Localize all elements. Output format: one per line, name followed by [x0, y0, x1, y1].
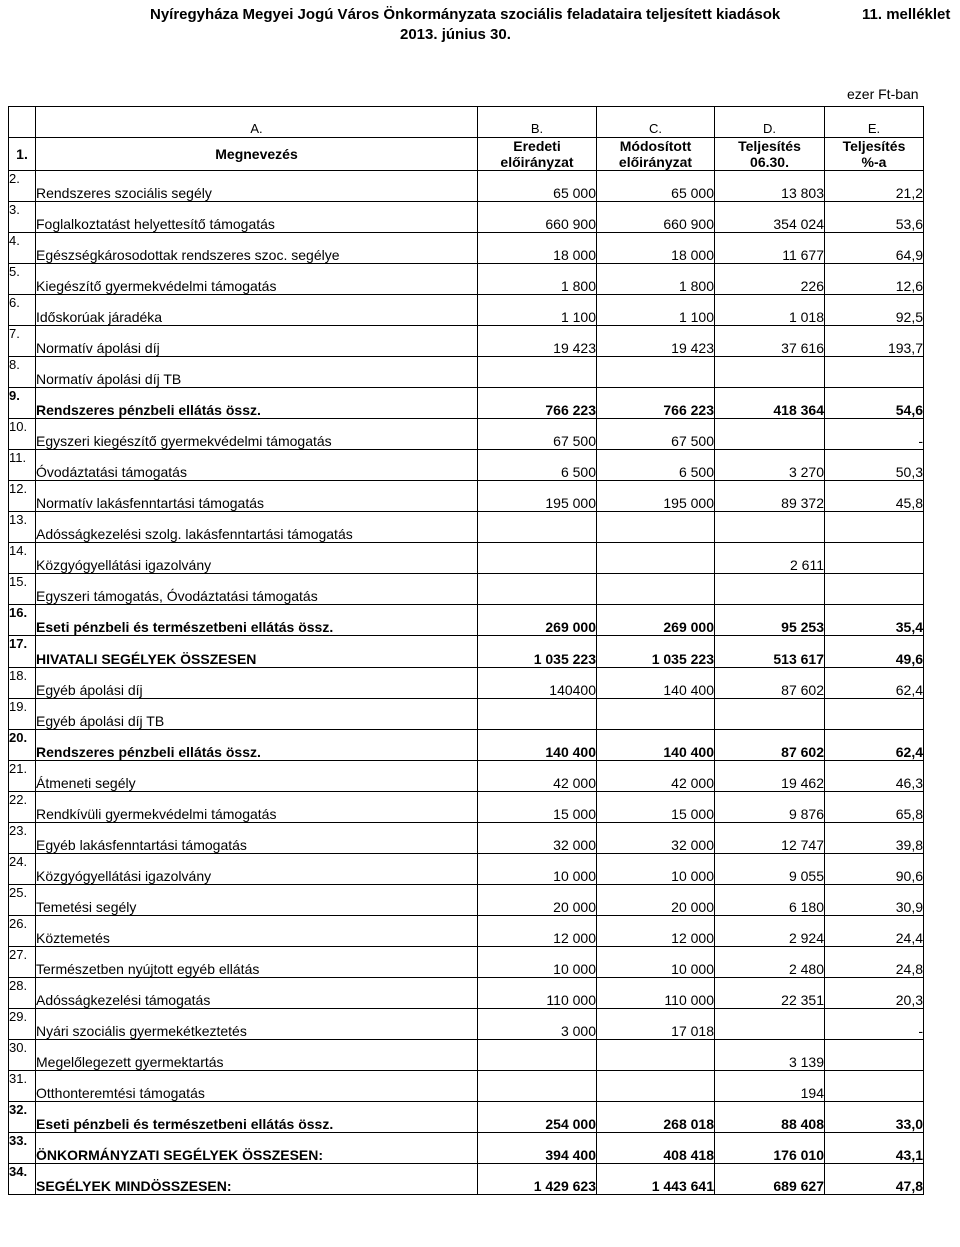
performance-pct-cell: 21,2 [825, 171, 924, 202]
table-row [9, 543, 924, 574]
original-budget-cell: 766 223 [478, 388, 597, 419]
row-name: Kiegészítő gyermekvédelmi támogatás [36, 264, 478, 295]
modified-budget-cell: 18 000 [597, 233, 715, 264]
row-number: 31. [9, 1071, 36, 1102]
row-name: Rendszeres pénzbeli ellátás össz. [36, 730, 478, 761]
row-name: Egyéb lakásfenntartási támogatás [36, 823, 478, 854]
performance-cell: 3 139 [715, 1040, 825, 1071]
row-name: Adósságkezelési szolg. lakásfenntartási támogatás [36, 512, 478, 543]
row-number: 33. [9, 1133, 36, 1164]
row-name: Rendszeres pénzbeli ellátás össz. [36, 388, 478, 419]
table-row [9, 605, 924, 636]
original-budget-cell: 19 423 [478, 326, 597, 357]
letter-cell-d: D. [715, 107, 825, 138]
table-row [9, 978, 924, 1009]
performance-pct-cell: - [825, 1009, 924, 1040]
modified-budget-cell: 12 000 [597, 916, 715, 947]
modified-budget-cell: 17 018 [597, 1009, 715, 1040]
row-name: Eseti pénzbeli és természetbeni ellátás össz. [36, 605, 478, 636]
performance-pct-cell: 64,9 [825, 233, 924, 264]
performance-cell: 354 024 [715, 202, 825, 233]
performance-cell: 9 055 [715, 854, 825, 885]
row-name: Rendkívüli gyermekvédelmi támogatás [36, 792, 478, 823]
performance-cell [715, 512, 825, 543]
original-budget-cell: 20 000 [478, 885, 597, 916]
original-budget-cell: 195 000 [478, 481, 597, 512]
performance-cell: 37 616 [715, 326, 825, 357]
modified-budget-cell: 140 400 [597, 730, 715, 761]
performance-pct-cell: - [825, 419, 924, 450]
modified-budget-cell [597, 512, 715, 543]
row-number: 2. [9, 171, 36, 202]
row-name: Rendszeres szociális segély [36, 171, 478, 202]
performance-cell: 87 602 [715, 668, 825, 699]
table-row [9, 202, 924, 233]
original-budget-cell: 1 035 223 [478, 636, 597, 668]
original-budget-cell: 10 000 [478, 854, 597, 885]
original-budget-cell: 254 000 [478, 1102, 597, 1133]
modified-budget-cell: 42 000 [597, 761, 715, 792]
original-budget-cell: 1 100 [478, 295, 597, 326]
performance-cell [715, 699, 825, 730]
modified-budget-cell: 408 418 [597, 1133, 715, 1164]
row-name: Foglalkoztatást helyettesítő támogatás [36, 202, 478, 233]
row-name: Egyéb ápolási díj [36, 668, 478, 699]
modified-budget-cell: 10 000 [597, 854, 715, 885]
row-name: Egyszeri támogatás, Óvodáztatási támogatás [36, 574, 478, 605]
row-name: Temetési segély [36, 885, 478, 916]
performance-cell: 6 180 [715, 885, 825, 916]
modified-budget-cell: 195 000 [597, 481, 715, 512]
row-number: 17. [9, 636, 36, 668]
row-name: Normatív ápolási díj [36, 326, 478, 357]
performance-pct-cell: 193,7 [825, 326, 924, 357]
performance-pct-cell [825, 574, 924, 605]
performance-cell: 513 617 [715, 636, 825, 668]
original-budget-cell: 269 000 [478, 605, 597, 636]
table-row [9, 574, 924, 605]
original-budget-cell: 394 400 [478, 1133, 597, 1164]
table-row [9, 326, 924, 357]
performance-pct-cell: 33,0 [825, 1102, 924, 1133]
table-row [9, 947, 924, 978]
performance-cell: 1 018 [715, 295, 825, 326]
performance-pct-cell [825, 512, 924, 543]
row-number: 20. [9, 730, 36, 761]
table-row [9, 1009, 924, 1040]
modified-budget-cell [597, 574, 715, 605]
original-budget-cell: 65 000 [478, 171, 597, 202]
row-number: 11. [9, 450, 36, 481]
expenditure-table [8, 106, 924, 1195]
document-date: 2013. június 30. [400, 26, 511, 43]
letter-cell-a: A. [36, 107, 478, 138]
row-number: 10. [9, 419, 36, 450]
row-number: 14. [9, 543, 36, 574]
performance-cell: 226 [715, 264, 825, 295]
performance-pct-cell [825, 699, 924, 730]
table-row [9, 761, 924, 792]
modified-budget-cell: 269 000 [597, 605, 715, 636]
performance-pct-cell: 92,5 [825, 295, 924, 326]
modified-budget-cell [597, 699, 715, 730]
performance-pct-cell: 20,3 [825, 978, 924, 1009]
modified-budget-cell: 766 223 [597, 388, 715, 419]
performance-cell: 13 803 [715, 171, 825, 202]
row-number: 26. [9, 916, 36, 947]
row-number: 29. [9, 1009, 36, 1040]
performance-pct-cell: 90,6 [825, 854, 924, 885]
unit-label: ezer Ft-ban [847, 86, 919, 102]
performance-cell: 176 010 [715, 1133, 825, 1164]
row-number: 5. [9, 264, 36, 295]
row-number: 28. [9, 978, 36, 1009]
modified-budget-cell: 10 000 [597, 947, 715, 978]
performance-cell: 19 462 [715, 761, 825, 792]
row-number: 16. [9, 605, 36, 636]
row-number: 3. [9, 202, 36, 233]
table-row [9, 823, 924, 854]
performance-pct-cell: 12,6 [825, 264, 924, 295]
modified-budget-cell: 268 018 [597, 1102, 715, 1133]
performance-cell: 418 364 [715, 388, 825, 419]
performance-cell: 89 372 [715, 481, 825, 512]
annex-label: 11. melléklet [862, 6, 951, 23]
modified-budget-cell: 1 100 [597, 295, 715, 326]
column-letters-row [9, 107, 924, 138]
performance-cell: 2 611 [715, 543, 825, 574]
row-number: 32. [9, 1102, 36, 1133]
table-row [9, 512, 924, 543]
table-row [9, 357, 924, 388]
performance-cell: 3 270 [715, 450, 825, 481]
performance-cell [715, 574, 825, 605]
original-budget-cell [478, 1071, 597, 1102]
modified-budget-cell: 32 000 [597, 823, 715, 854]
original-budget-cell: 18 000 [478, 233, 597, 264]
table-row [9, 1164, 924, 1195]
performance-cell: 11 677 [715, 233, 825, 264]
performance-pct-cell: 46,3 [825, 761, 924, 792]
performance-cell: 12 747 [715, 823, 825, 854]
table-row [9, 885, 924, 916]
header-performance: Teljesítés 06.30. [715, 138, 825, 171]
modified-budget-cell: 19 423 [597, 326, 715, 357]
table-row [9, 636, 924, 668]
original-budget-cell: 12 000 [478, 916, 597, 947]
performance-pct-cell: 43,1 [825, 1133, 924, 1164]
performance-cell: 2 480 [715, 947, 825, 978]
row-name: Normatív lakásfenntartási támogatás [36, 481, 478, 512]
row-name: Otthonteremtési támogatás [36, 1071, 478, 1102]
row-name: Közgyógyellátási igazolvány [36, 543, 478, 574]
row-number: 6. [9, 295, 36, 326]
row-name: Egyszeri kiegészítő gyermekvédelmi támogatás [36, 419, 478, 450]
modified-budget-cell [597, 1040, 715, 1071]
original-budget-cell [478, 574, 597, 605]
original-budget-cell: 6 500 [478, 450, 597, 481]
row-name: HIVATALI SEGÉLYEK ÖSSZESEN [36, 636, 478, 668]
row-name: Egészségkárosodottak rendszeres szoc. segélye [36, 233, 478, 264]
row-name: Természetben nyújtott egyéb ellátás [36, 947, 478, 978]
performance-pct-cell: 39,8 [825, 823, 924, 854]
table-row [9, 1133, 924, 1164]
performance-pct-cell: 54,6 [825, 388, 924, 419]
row-number: 30. [9, 1040, 36, 1071]
modified-budget-cell: 140 400 [597, 668, 715, 699]
original-budget-cell: 110 000 [478, 978, 597, 1009]
table-row [9, 295, 924, 326]
performance-cell: 22 351 [715, 978, 825, 1009]
header-original-budget: Eredeti előirányzat [478, 138, 597, 171]
row-number: 18. [9, 668, 36, 699]
document-title: Nyíregyháza Megyei Jogú Város Önkormányzata szociális feladataira teljesített kiadások [150, 6, 781, 23]
original-budget-cell: 1 429 623 [478, 1164, 597, 1195]
performance-pct-cell: 24,8 [825, 947, 924, 978]
performance-cell: 87 602 [715, 730, 825, 761]
original-budget-cell: 42 000 [478, 761, 597, 792]
row-number: 23. [9, 823, 36, 854]
original-budget-cell [478, 357, 597, 388]
performance-pct-cell: 30,9 [825, 885, 924, 916]
performance-pct-cell: 49,6 [825, 636, 924, 668]
original-budget-cell: 1 800 [478, 264, 597, 295]
row-name: Átmeneti segély [36, 761, 478, 792]
row-name: Közgyógyellátási igazolvány [36, 854, 478, 885]
modified-budget-cell: 6 500 [597, 450, 715, 481]
original-budget-cell: 140 400 [478, 730, 597, 761]
original-budget-cell: 10 000 [478, 947, 597, 978]
performance-pct-cell: 65,8 [825, 792, 924, 823]
row-number: 9. [9, 388, 36, 419]
table-row [9, 792, 924, 823]
performance-pct-cell [825, 1040, 924, 1071]
performance-pct-cell: 24,4 [825, 916, 924, 947]
table-row [9, 1071, 924, 1102]
row-name: Egyéb ápolási díj TB [36, 699, 478, 730]
letter-cell-b: B. [478, 107, 597, 138]
modified-budget-cell: 1 443 641 [597, 1164, 715, 1195]
modified-budget-cell: 15 000 [597, 792, 715, 823]
row-name: Eseti pénzbeli és természetbeni ellátás össz. [36, 1102, 478, 1133]
original-budget-cell: 32 000 [478, 823, 597, 854]
original-budget-cell: 67 500 [478, 419, 597, 450]
row-number: 19. [9, 699, 36, 730]
header-name: Megnevezés [36, 138, 478, 171]
row-name: Köztemetés [36, 916, 478, 947]
performance-pct-cell: 45,8 [825, 481, 924, 512]
header-modified-budget: Módosított előirányzat [597, 138, 715, 171]
row-number: 13. [9, 512, 36, 543]
table-row [9, 916, 924, 947]
performance-pct-cell [825, 1071, 924, 1102]
row-name: Adósságkezelési támogatás [36, 978, 478, 1009]
modified-budget-cell: 65 000 [597, 171, 715, 202]
row-number: 25. [9, 885, 36, 916]
row-number: 34. [9, 1164, 36, 1195]
performance-cell: 194 [715, 1071, 825, 1102]
modified-budget-cell: 20 000 [597, 885, 715, 916]
modified-budget-cell [597, 543, 715, 574]
table-row [9, 171, 924, 202]
header-row-number: 1. [9, 138, 36, 171]
table-row [9, 233, 924, 264]
performance-cell: 2 924 [715, 916, 825, 947]
row-number: 7. [9, 326, 36, 357]
header-performance-pct: Teljesítés %-a [825, 138, 924, 171]
modified-budget-cell: 67 500 [597, 419, 715, 450]
row-name: Óvodáztatási támogatás [36, 450, 478, 481]
performance-pct-cell: 53,6 [825, 202, 924, 233]
table-row [9, 481, 924, 512]
original-budget-cell [478, 1040, 597, 1071]
original-budget-cell: 140400 [478, 668, 597, 699]
performance-cell: 9 876 [715, 792, 825, 823]
original-budget-cell: 660 900 [478, 202, 597, 233]
row-name: Időskorúak járadéka [36, 295, 478, 326]
modified-budget-cell: 660 900 [597, 202, 715, 233]
performance-pct-cell: 50,3 [825, 450, 924, 481]
performance-pct-cell: 35,4 [825, 605, 924, 636]
original-budget-cell: 15 000 [478, 792, 597, 823]
modified-budget-cell: 1 800 [597, 264, 715, 295]
original-budget-cell [478, 512, 597, 543]
row-number: 4. [9, 233, 36, 264]
table-row [9, 854, 924, 885]
row-number: 22. [9, 792, 36, 823]
performance-pct-cell: 62,4 [825, 668, 924, 699]
letter-cell-c: C. [597, 107, 715, 138]
performance-pct-cell [825, 543, 924, 574]
modified-budget-cell: 1 035 223 [597, 636, 715, 668]
performance-pct-cell: 47,8 [825, 1164, 924, 1195]
row-number: 15. [9, 574, 36, 605]
row-number: 24. [9, 854, 36, 885]
row-name: Nyári szociális gyermekétkeztetés [36, 1009, 478, 1040]
table-row [9, 668, 924, 699]
original-budget-cell: 3 000 [478, 1009, 597, 1040]
table-row [9, 388, 924, 419]
table-row [9, 450, 924, 481]
table-row [9, 730, 924, 761]
table-row [9, 1040, 924, 1071]
row-name: ÖNKORMÁNYZATI SEGÉLYEK ÖSSZESEN: [36, 1133, 478, 1164]
table-row [9, 264, 924, 295]
table-row [9, 419, 924, 450]
performance-pct-cell [825, 357, 924, 388]
row-number: 8. [9, 357, 36, 388]
column-header-row [9, 138, 924, 171]
performance-cell: 95 253 [715, 605, 825, 636]
table-row [9, 699, 924, 730]
letter-cell-empty [9, 107, 36, 138]
letter-cell-e: E. [825, 107, 924, 138]
row-number: 21. [9, 761, 36, 792]
performance-pct-cell: 62,4 [825, 730, 924, 761]
modified-budget-cell: 110 000 [597, 978, 715, 1009]
performance-cell: 689 627 [715, 1164, 825, 1195]
performance-cell: 88 408 [715, 1102, 825, 1133]
row-number: 12. [9, 481, 36, 512]
row-number: 27. [9, 947, 36, 978]
modified-budget-cell [597, 1071, 715, 1102]
performance-cell [715, 419, 825, 450]
row-name: Normatív ápolási díj TB [36, 357, 478, 388]
original-budget-cell [478, 543, 597, 574]
table-row [9, 1102, 924, 1133]
performance-cell [715, 357, 825, 388]
row-name: Megelőlegezett gyermektartás [36, 1040, 478, 1071]
original-budget-cell [478, 699, 597, 730]
modified-budget-cell [597, 357, 715, 388]
row-name: SEGÉLYEK MINDÖSSZESEN: [36, 1164, 478, 1195]
performance-cell [715, 1009, 825, 1040]
